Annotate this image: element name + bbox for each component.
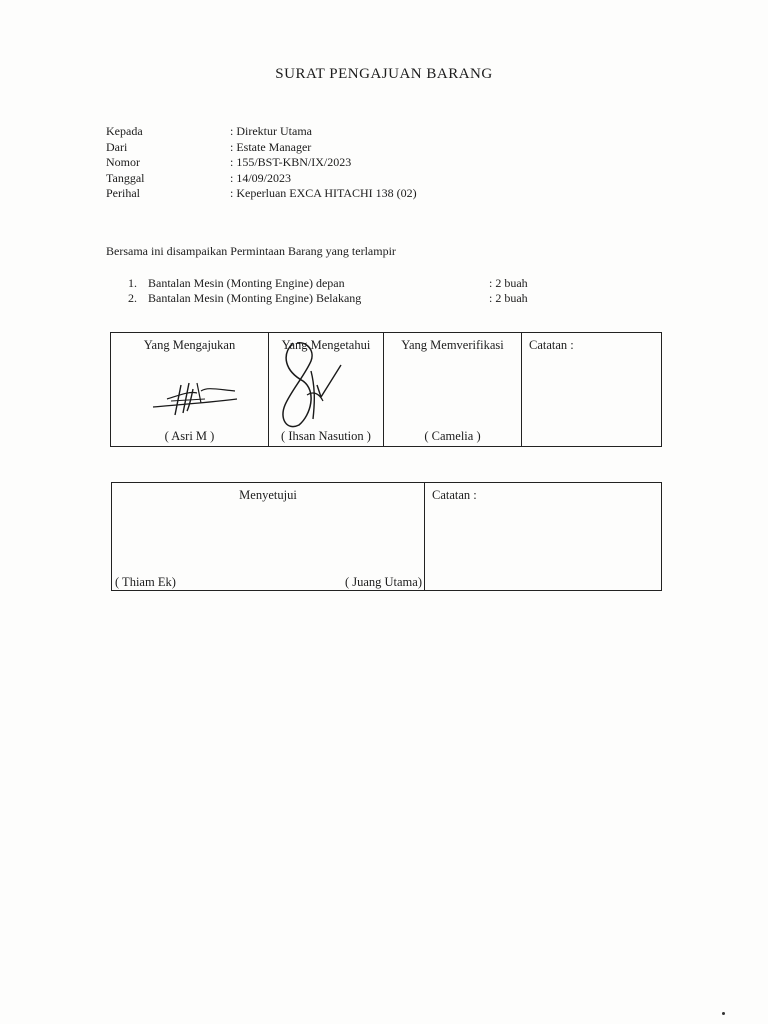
notes-cell [522, 333, 662, 447]
meta-row-tanggal [106, 171, 417, 187]
scan-speck [722, 1012, 725, 1015]
item-number: 2. [128, 291, 137, 305]
item-quantity: : 2 buah [489, 291, 528, 305]
acknowledged-label: Yang Mengetahui [281, 338, 371, 352]
meta-value: : 14/09/2023 [230, 170, 292, 185]
meta-label: Perihal [106, 186, 140, 200]
meta-value: : Direktur Utama [230, 124, 312, 138]
item-number: 1. [128, 276, 137, 290]
meta-value: : Estate Manager [230, 139, 312, 154]
signature-table [110, 332, 662, 447]
notes-cell [425, 483, 662, 591]
verified-label: Yang Memverifikasi [401, 338, 504, 352]
approve-cell [112, 483, 425, 591]
meta-row-perihal [106, 186, 417, 202]
meta-label: Kepada [106, 124, 143, 138]
acknowledged-cell [269, 333, 384, 447]
item-name: Bantalan Mesin (Monting Engine) depan [148, 276, 345, 290]
item-quantity: : 2 buah [489, 276, 528, 290]
submitted-cell [111, 333, 269, 447]
submitted-name: ( Asri M ) [164, 429, 215, 443]
approval-table [111, 482, 662, 591]
approver-name: ( Thiam Ek) [115, 575, 176, 589]
submitted-label: Yang Mengajukan [143, 338, 236, 352]
verified-cell [384, 333, 522, 447]
meta-value: : 155/BST-KBN/IX/2023 [230, 155, 352, 169]
item-name: Bantalan Mesin (Monting Engine) Belakang [148, 291, 362, 305]
intro-text: Bersama ini disampaikan Permintaan Barang yang terlampir [106, 244, 396, 258]
notes-label: Catatan : [432, 488, 477, 502]
document-title: SURAT PENGAJUAN BARANG [275, 66, 493, 82]
list-item [128, 276, 548, 291]
meta-row-kepada [106, 124, 417, 140]
meta-label: Dari [106, 139, 128, 154]
item-list [128, 276, 548, 306]
signature-asri-icon [145, 377, 241, 417]
meta-row-nomor [106, 155, 417, 171]
acknowledged-name: ( Ihsan Nasution ) [281, 429, 371, 443]
notes-label: Catatan : [529, 338, 574, 352]
signature-ihsan-icon [271, 335, 347, 431]
list-item [128, 291, 548, 306]
letter-meta [106, 124, 417, 202]
meta-label: Tanggal [106, 170, 145, 185]
meta-row-dari [106, 140, 417, 156]
approve-label: Menyetujui [239, 488, 297, 502]
approver-name: ( Juang Utama) [344, 575, 422, 589]
meta-value: : Keperluan EXCA HITACHI 138 (02) [230, 186, 417, 200]
verified-name: ( Camelia ) [424, 429, 481, 443]
meta-label: Nomor [106, 155, 140, 169]
